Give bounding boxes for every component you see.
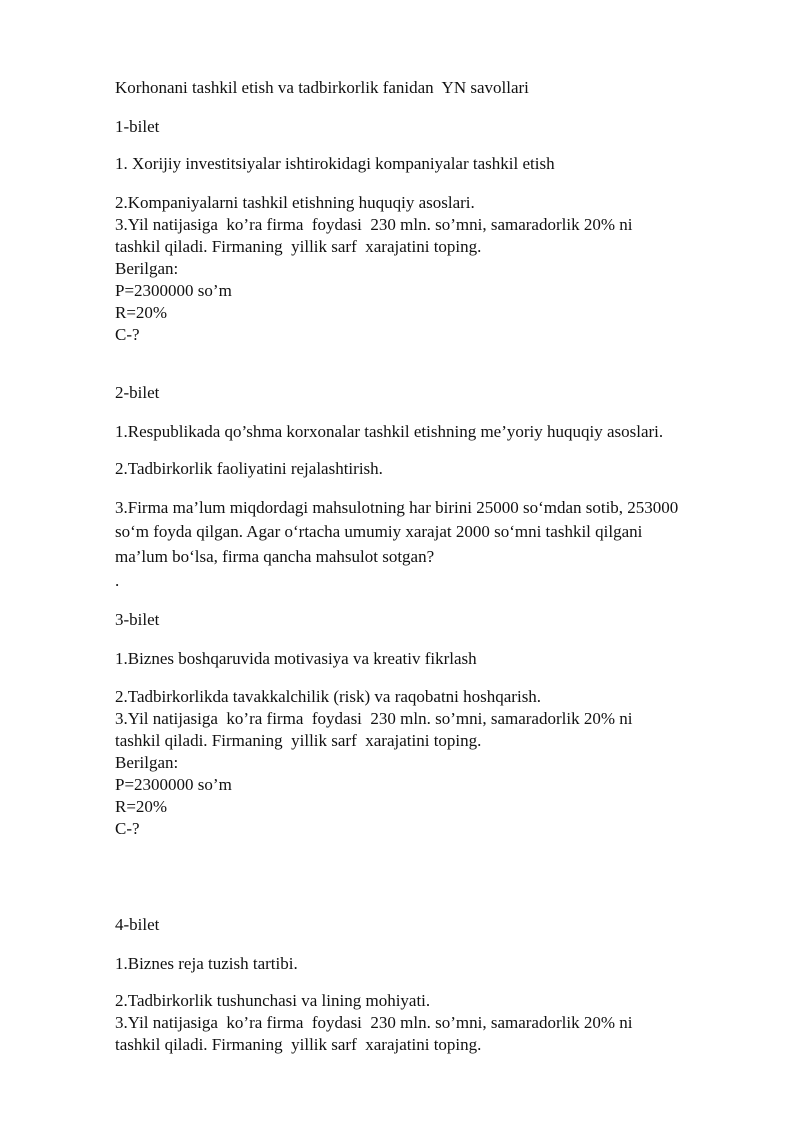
bilet-1-question-2: 2.Kompaniyalarni tashkil etishning huquqiy asoslari. (115, 193, 475, 212)
bilet-2-question-3-line-3: ma’lum bo‘lsa, firma qancha mahsulot sotgan? (115, 547, 435, 566)
bilet-3-heading: 3-bilet (115, 610, 160, 629)
bilet-4-question-3-line-1: 3.Yil natijasiga ko’ra firma foydasi 230 mln. so’mni, samaradorlik 20% ni (115, 1013, 633, 1032)
bilet-1-question-3-line-1: 3.Yil natijasiga ko’ra firma foydasi 230 mln. so’mni, samaradorlik 20% ni (115, 215, 633, 234)
bilet-1-given-p: P=2300000 so’m (115, 281, 232, 300)
bilet-2-question-1: 1.Respublikada qo’shma korxonalar tashkil etishning me’yoriy huquqiy asoslari. (115, 422, 664, 441)
bilet-3-given-p: P=2300000 so’m (115, 775, 232, 794)
bilet-4-heading: 4-bilet (115, 915, 160, 934)
bilet-1-given-label: Berilgan: (115, 259, 179, 278)
bilet-3-given-label: Berilgan: (115, 753, 179, 772)
bilet-2-heading: 2-bilet (115, 383, 160, 402)
bilet-4-question-1: 1.Biznes reja tuzish tartibi. (115, 954, 298, 973)
bilet-4-question-3-line-2: tashkil qiladi. Firmaning yillik sarf xarajatini toping. (115, 1035, 482, 1054)
bilet-3-question-2: 2.Tadbirkorlikda tavakkalchilik (risk) va raqobatni hoshqarish. (115, 687, 542, 706)
bilet-1-find-c: C-? (115, 325, 140, 344)
bilet-2-question-3-line-1: 3.Firma ma’lum miqdordagi mahsulotning har birini 25000 so‘mdan sotib, 253000 (115, 498, 679, 517)
bilet-1-given-r: R=20% (115, 303, 168, 322)
bilet-3-question-1: 1.Biznes boshqaruvida motivasiya va kreativ fikrlash (115, 649, 477, 668)
bilet-2-trailing-dot: . (115, 571, 120, 590)
bilet-3-find-c: C-? (115, 819, 140, 838)
bilet-1-question-1: 1. Xorijiy investitsiyalar ishtirokidagi kompaniyalar tashkil etish (115, 154, 555, 173)
bilet-3-question-3-line-1: 3.Yil natijasiga ko’ra firma foydasi 230 mln. so’mni, samaradorlik 20% ni (115, 709, 633, 728)
bilet-2-question-2: 2.Tadbirkorlik faoliyatini rejalashtirish. (115, 459, 383, 478)
bilet-1-question-3-line-2: tashkil qiladi. Firmaning yillik sarf xarajatini toping. (115, 237, 482, 256)
bilet-1-heading: 1-bilet (115, 117, 160, 136)
document-title: Korhonani tashkil etish va tadbirkorlik fanidan YN savollari (115, 78, 529, 97)
bilet-3-question-3-line-2: tashkil qiladi. Firmaning yillik sarf xarajatini toping. (115, 731, 482, 750)
bilet-3-given-r: R=20% (115, 797, 168, 816)
bilet-2-question-3-line-2: so‘m foyda qilgan. Agar o‘rtacha umumiy xarajat 2000 so‘mni tashkil qilgani (115, 522, 643, 541)
bilet-4-question-2: 2.Tadbirkorlik tushunchasi va lining mohiyati. (115, 991, 431, 1010)
